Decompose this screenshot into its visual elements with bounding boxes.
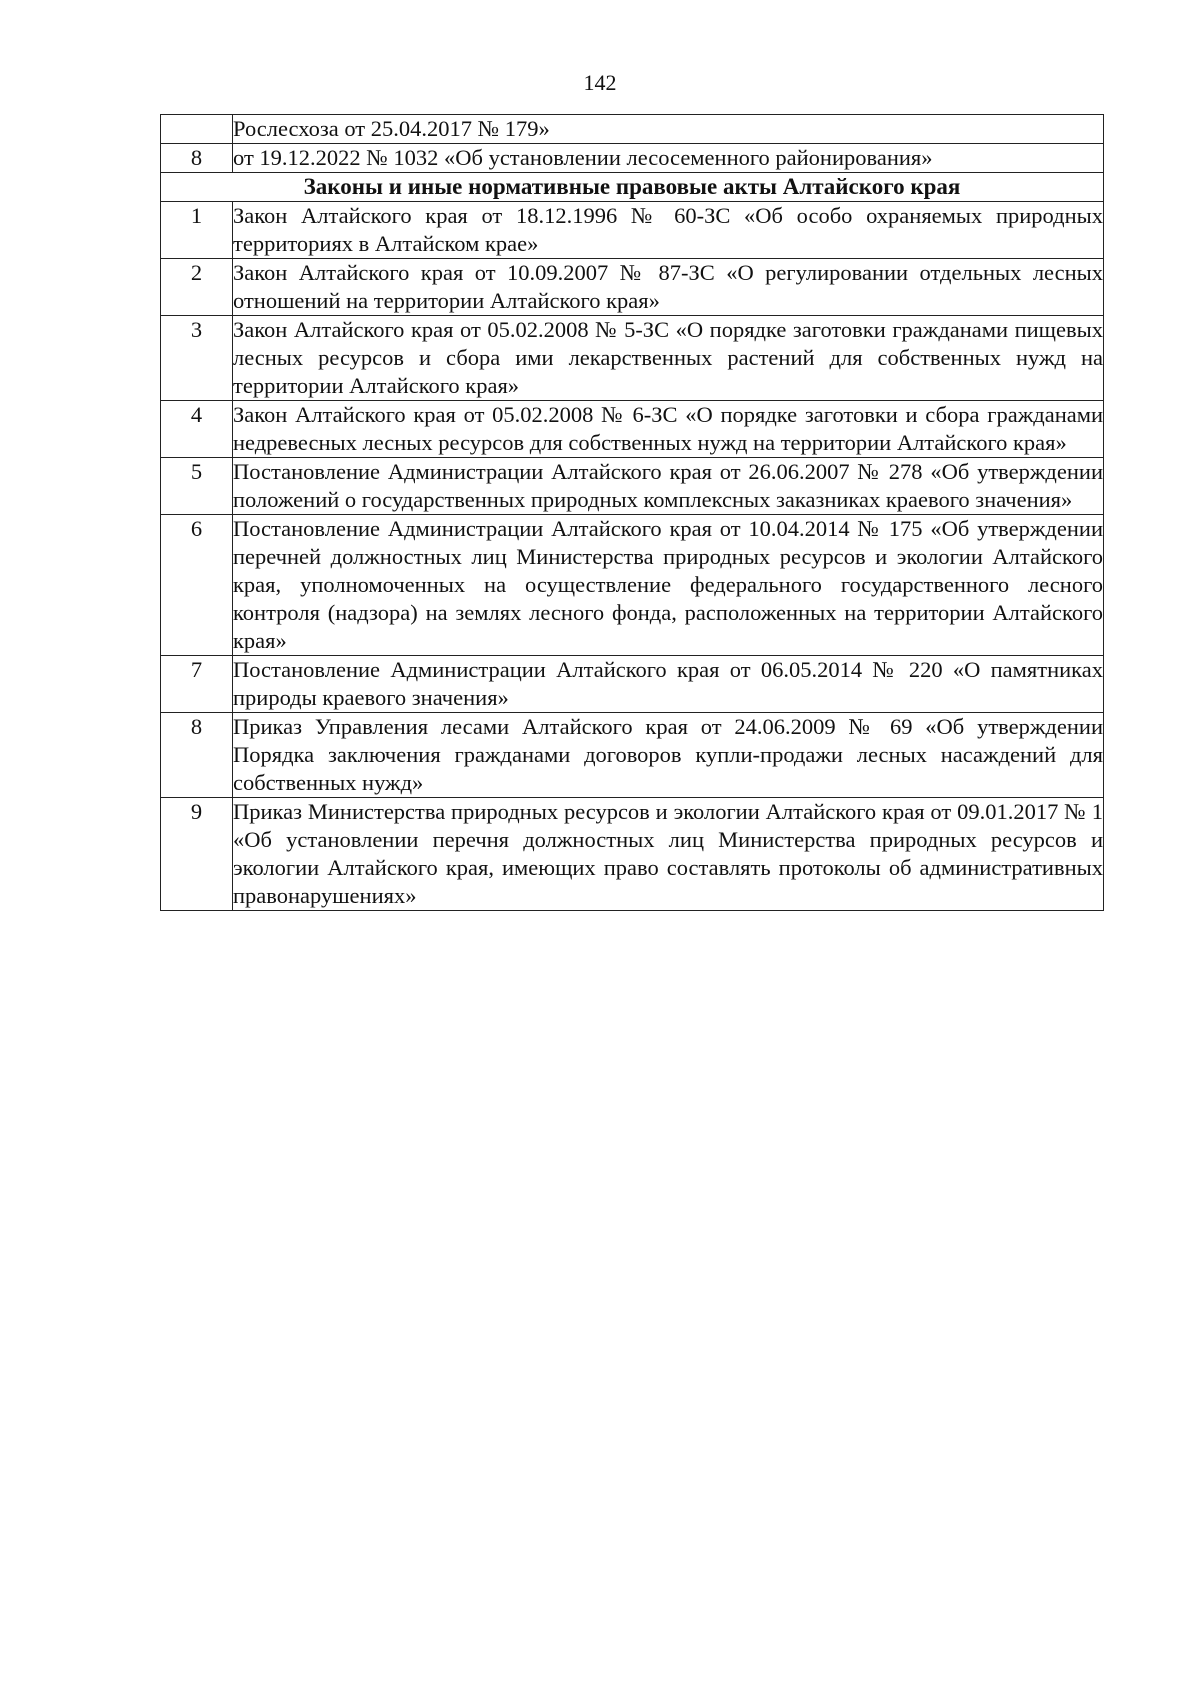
row-number: 3 [161,316,233,401]
row-text: Закон Алтайского края от 05.02.2008 № 6-ЗС «О порядке заготовки и сбора гражданами недревесных лесных ресурсов для собственных нужд на территории Алтайского края» [233,401,1104,458]
row-text: Закон Алтайского края от 05.02.2008 № 5-ЗС «О порядке заготовки гражданами пищевых лесных ресурсов и сбора ими лекарственных растений для собственных нужд на территории Алтайского края» [233,316,1104,401]
row-number: 1 [161,202,233,259]
row-text: Приказ Управления лесами Алтайского края от 24.06.2009 № 69 «Об утверждении Порядка заключения гражданами договоров купли-продажи лесных насаждений для собственных нужд» [233,713,1104,798]
table-row [161,458,1104,515]
row-number: 8 [161,713,233,798]
table-row [161,798,1104,911]
row-number: 8 [161,144,233,173]
table-row [161,202,1104,259]
legal-acts-table [160,114,1104,911]
row-number: 7 [161,656,233,713]
row-text: Постановление Администрации Алтайского края от 26.06.2007 № 278 «Об утверждении положений о государственных природных комплексных заказниках краевого значения» [233,458,1104,515]
row-text: Приказ Министерства природных ресурсов и экологии Алтайского края от 09.01.2017 № 1 «Об установлении перечня должностных лиц Министерства природных ресурсов и экологии Алтайского края, имеющих право составлять протоколы об административных правонарушениях» [233,798,1104,911]
row-number: 9 [161,798,233,911]
row-number: 5 [161,458,233,515]
row-text: Постановление Администрации Алтайского края от 06.05.2014 № 220 «О памятниках природы краевого значения» [233,656,1104,713]
row-text: Закон Алтайского края от 18.12.1996 № 60-ЗС «Об особо охраняемых природных территориях в Алтайском крае» [233,202,1104,259]
table-row [161,401,1104,458]
table-row [161,115,1104,144]
section-heading-row [161,173,1104,202]
table-row [161,713,1104,798]
row-number: 4 [161,401,233,458]
table-row [161,656,1104,713]
page-number: 142 [583,70,617,95]
table-row [161,515,1104,656]
row-text: Постановление Администрации Алтайского края от 10.04.2014 № 175 «Об утверждении перечней должностных лиц Министерства природных ресурсов и экологии Алтайского края, уполномоченных на осуществление федерального государственного лесного контроля (надзора) на землях лесного фонда, расположенных на территории Алтайского края» [233,515,1104,656]
table-row [161,259,1104,316]
table-row [161,144,1104,173]
row-text: от 19.12.2022 № 1032 «Об установлении лесосеменного районирования» [233,144,1104,173]
row-text: Рослесхоза от 25.04.2017 № 179» [233,115,1104,144]
row-number: 6 [161,515,233,656]
table-row [161,316,1104,401]
row-number [161,115,233,144]
row-number: 2 [161,259,233,316]
section-heading: Законы и иные нормативные правовые акты Алтайского края [161,173,1104,202]
row-text: Закон Алтайского края от 10.09.2007 № 87-ЗС «О регулировании отдельных лесных отношений на территории Алтайского края» [233,259,1104,316]
